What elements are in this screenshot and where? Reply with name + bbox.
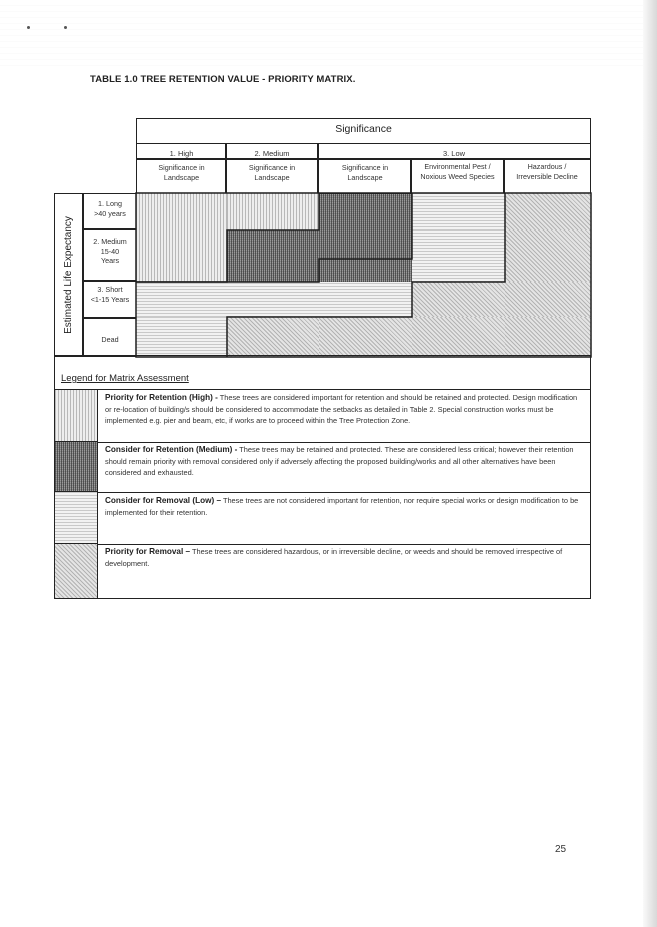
level-low-label: 3. Low [442,149,466,158]
row-label-dead: Dead [101,335,119,344]
legend-item-removal: Priority for Removal – These trees are considered hazardous, or in irreversible decline, or weeds and should be removed irrespective of development. [105,547,563,568]
column-label: Significance in Landscape [341,163,389,182]
legend-item-medium: Consider for Retention (Medium) - These trees may be retained and protected. These are considered less critical; however their retention should remain priority with removal considered only if adversely affecting the proposed building/works and all other alternatives have been considered and exhausted. [105,445,574,477]
legend-swatch-low [54,491,98,545]
legend-item-high: Priority for Retention (High) - These trees are considered important for retention and should be retained and protected. Design modification or re-location of building/s should be considered to accommodate the setbacks as detailed in Table 2. Special construction works must be implemented e.g. pier and beam, etc, if works are to proceed within the Tree Protection Zone. [105,393,578,425]
level-high-label: 1. High [169,149,194,158]
column-label: Hazardous / Irreversible Decline [516,162,578,181]
row-label-long: 1. Long >40 years [94,199,126,218]
page-number: 25 [555,844,567,855]
level-medium-label: 2. Medium [254,149,290,158]
significance-header: Significance [335,123,392,135]
column-label: Environmental Pest / Noxious Weed Species [420,162,495,181]
column-label: Significance in Landscape [248,163,296,182]
legend-swatch-medium [54,441,98,493]
row-label-medium: 2. Medium 15-40 Years [93,237,127,265]
column-label: Significance in Landscape [158,163,205,182]
table-title: TABLE 1.0 TREE RETENTION VALUE - PRIORITY MATRIX. [90,74,356,85]
row-label-short: 3. Short <1-15 Years [90,285,130,304]
legend-swatch-high [54,389,98,443]
legend-heading: Legend for Matrix Assessment [61,373,189,384]
y-axis-label: Estimated Life Expectancy [63,216,74,334]
legend-swatch-removal [54,543,98,599]
legend-item-low: Consider for Removal (Low) – These trees are not considered important for retention, nor require special works or design modification to be implemented for their retention. [105,496,579,517]
